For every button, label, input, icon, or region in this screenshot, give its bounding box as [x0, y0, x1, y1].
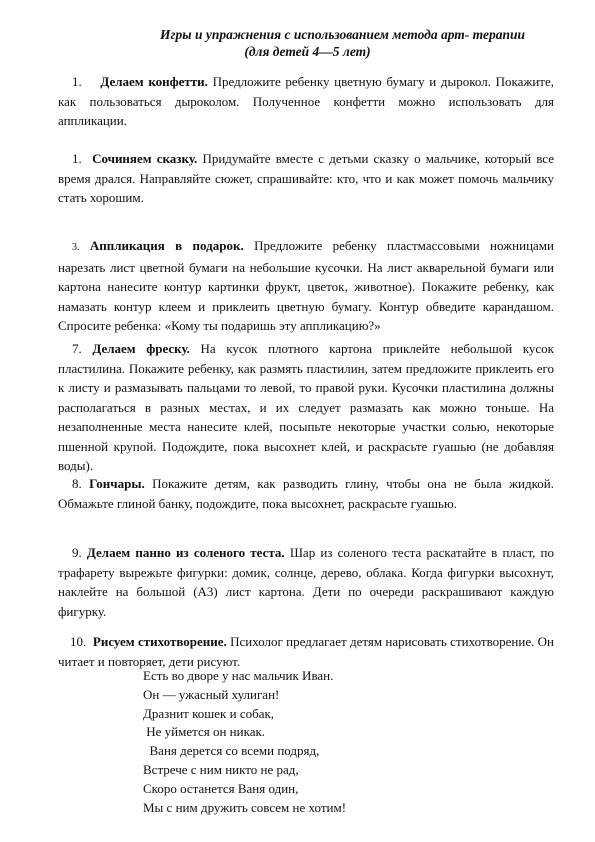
item-number: 1.: [72, 74, 82, 89]
item-heading: Делаем конфетти.: [100, 74, 208, 89]
list-item: [58, 149, 554, 208]
list-item: [58, 543, 554, 621]
item-text: Психолог предлагает детям нарисовать стихотворение. Он читает и повторяет, дети рисуют.: [58, 634, 555, 669]
poem-line: Дразнит кошек и собак,: [143, 705, 275, 721]
item-heading: Делаем панно из соленого теста.: [86, 545, 285, 560]
item-heading: Аппликация в подарок.: [89, 238, 244, 253]
item-number: 8.: [72, 476, 82, 491]
list-item: [58, 72, 554, 131]
list-item: [58, 339, 554, 476]
list-item: [58, 236, 554, 336]
item-text: Придумайте вместе с детьми сказку о мальчике, который все время дрался. Направляйте сюжет, спрашивайте: кто, что и как может помочь мальчику стать хорошим.: [58, 151, 554, 205]
item-text: Покажите детям, как разводить глину, чтобы она не была жидкой. Обмажьте глиной банку, подождите, пока высохнет, раскрасьте гуашью.: [58, 476, 554, 511]
poem-line: Скоро останется Ваня один,: [143, 780, 299, 796]
poem-line: Ваня дерется со всеми подряд,: [143, 743, 320, 759]
item-number: 7.: [72, 341, 82, 356]
item-text: Предложите ребенку цветную бумагу и дырокол. Покажите, как пользоваться дыроколом. Полученное конфетти можно использовать для аппликации.: [58, 74, 555, 128]
document-subtitle: (для детей 4—5 лет): [244, 44, 371, 59]
list-item: [58, 474, 554, 513]
item-number: 10.: [70, 634, 87, 649]
item-heading: Сочиняем сказку.: [92, 151, 198, 166]
poem-line: Мы с ним дружить совсем не хотим!: [143, 799, 347, 815]
poem-line: Не уймется он никак.: [143, 724, 266, 740]
item-heading: Гончары.: [89, 476, 145, 491]
poem-line: Есть во дворе у нас мальчик Иван.: [143, 668, 334, 683]
list-item: [58, 632, 554, 671]
item-text: На кусок плотного картона приклейте небольшой кусок пластилина. Покажите ребенку, как размять пластилин, затем предложите приклеить его к листу и размазывать пальцами то левой, то правой руки. Кусочки пластилина должны располагаться в разных местах, и их следует размазать как можно тоньше. На незаполненные места нанесите клей, посыпьте некоторые участки солью, некоторые пшенной крупой. Подождите, пока высохнет клей, и раскрасьте гуашью (не добавляя воды).: [58, 341, 554, 473]
item-heading: Делаем фреску.: [92, 341, 190, 356]
poem-line: Встрече с ним никто не рад,: [143, 761, 299, 777]
poem: [143, 667, 463, 817]
item-text: Предложите ребенку пластмассовыми ножницами нарезать лист цветной бумаги на небольшие кусочки. На лист акварельной бумаги или картона нанесите контур картинки фрукт, цветок, животное). Покажите ребенку, как намазать контур клеем и приклеить цветную бумагу. Контур обведите карандашом. Спросите ребенка: «Кому ты подаришь эту аппликацию?»: [58, 238, 554, 333]
document-title: Игры и упражнения с использованием метода арт- терапии: [159, 27, 526, 42]
item-number: 1.: [72, 151, 82, 166]
item-text: Шар из соленого теста раскатайте в пласт, по трафарету вырежьте фигурки: домик, солнце, дерево, облака. Когда фигурки высохнут, наклейте на большой (А3) лист картона. Дети по очереди раскрашивают каждую фигурку.: [58, 545, 555, 619]
poem-line: Он — ужасный хулиган!: [143, 686, 280, 702]
item-heading: Рисуем стихотворение.: [92, 634, 227, 649]
item-number: 3.: [72, 242, 80, 253]
item-number: 9.: [72, 545, 82, 560]
